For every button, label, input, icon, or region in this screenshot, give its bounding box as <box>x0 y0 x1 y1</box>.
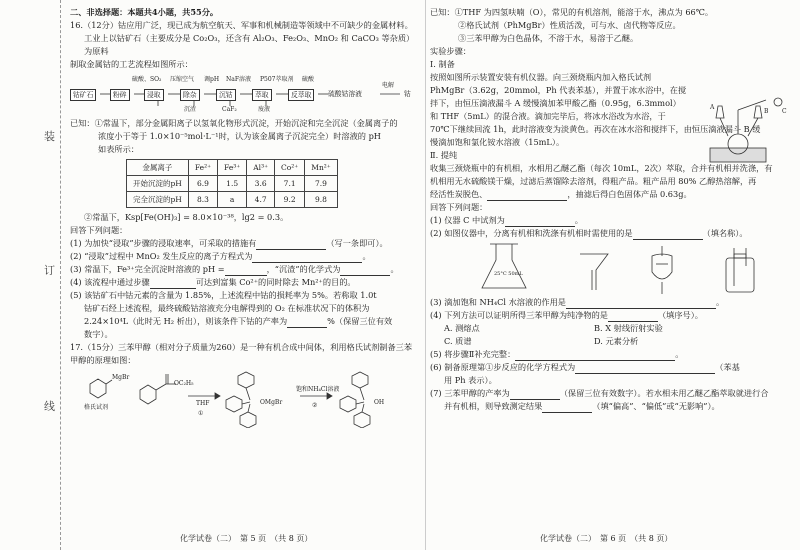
q-text: (2) 如图仪器中，分离有机相和洗涤有机相时需使用的是 <box>430 228 633 238</box>
rxn-nh4cl: 饱和NH₄Cl溶液 <box>296 386 340 393</box>
option-a[interactable]: A. 测熔点 <box>444 323 480 333</box>
table-header: Fe²⁺ <box>188 160 217 176</box>
step-1-line5: 70℃下继续回流 1h，此时溶液变为淡黄色。再次在冰水浴和搅拌下，由恒压滴液漏斗 B 缓 <box>430 124 761 134</box>
flow-label-sulfuric: 硫酸 <box>302 76 315 83</box>
benzene-ring-top <box>238 372 254 388</box>
answer-blank[interactable] <box>575 363 715 374</box>
rxn-ester: OC₂H₅ <box>174 380 194 387</box>
section-title: 二、非选择题：本题共4小题，共55分。 <box>70 7 219 17</box>
question-17-7b <box>430 400 790 413</box>
apparatus-label-b: B <box>764 108 769 115</box>
benzene-ring-grignard <box>90 379 106 398</box>
table-cell: 9.8 <box>305 192 337 208</box>
flow-label-p507: P507萃取剂 <box>260 76 294 83</box>
q-text: ，抽滤后得白色固体产品 0.63g。 <box>567 189 692 199</box>
question-16-3 <box>70 263 422 276</box>
water-bath <box>710 148 766 162</box>
answer-blank[interactable] <box>340 265 390 276</box>
answer-blank[interactable] <box>256 239 326 250</box>
q-text: 并有机相，则导致测定结果 <box>444 401 543 411</box>
q16-intro2: 工业上以钴矿石（主要成分是 Co₂O₃，还含有 Al₂O₃、Fe₂O₃、MnO₂ 和 CaCO₃ 等杂质）为原料 <box>84 33 415 56</box>
binding-glyph-zhuang: 装 <box>44 130 55 143</box>
steps-title: 实验步骤： <box>430 46 471 56</box>
q-text: (6) 制备原理第①步反应的化学方程式为 <box>430 362 576 372</box>
question-17-6b: 用 Ph 表示）。 <box>444 375 497 385</box>
known-2: ②常温下，Ksp[Fe(OH)₃] = 8.0×10⁻³⁸，lg2 = 0.3。 <box>84 212 289 222</box>
funnel-icon <box>580 254 608 290</box>
flow-label-electrolysis: 电解 <box>382 82 395 89</box>
flow-label-air: 压缩空气 <box>170 76 195 83</box>
flow-box-precip: 沉钴 <box>216 89 236 101</box>
question-16-5d: 数字）。 <box>84 329 113 339</box>
q-text: ，“沉渣”的化学式为 <box>266 264 341 274</box>
options-ab <box>430 322 790 335</box>
drying-tube-c <box>774 98 782 106</box>
known-1c: 如表所示： <box>98 144 139 154</box>
dropping-funnel-b <box>754 106 762 118</box>
step-2-line2: 机相用无水硫酸镁干燥，过滤后蒸馏除去溶剂，得粗产品。粗产品用 80% 乙醇热溶解，再 <box>430 176 757 186</box>
dropping-funnel-a <box>716 106 724 118</box>
benzene-ring-bottom <box>240 412 256 428</box>
gas-washing-bottle-icon <box>726 258 754 292</box>
q-text: (2) “浸取”过程中 MnO₂ 发生反应的离子方程式为 <box>70 251 253 261</box>
benzene-ring-left <box>226 396 242 412</box>
q-text: %（保留三位有效 <box>327 316 393 326</box>
answer-blank[interactable] <box>515 350 675 361</box>
binding-margin <box>0 0 60 550</box>
left-column <box>70 6 422 428</box>
option-d[interactable]: D. 元素分析 <box>594 336 639 346</box>
table-cell: 7.9 <box>305 176 337 192</box>
flow-label-naf: NaF溶液 <box>226 76 251 83</box>
known-1b: 浓度小于等于 1.0×10⁻⁵mol·L⁻¹时，认为该金属离子沉淀完全）时溶液的 pH <box>98 131 381 141</box>
flow-box-backextract: 反萃取 <box>288 89 314 101</box>
q-text: 。 <box>362 251 371 261</box>
separatory-funnel-icon <box>652 246 672 294</box>
answer-blank[interactable] <box>542 402 592 413</box>
column-divider <box>425 0 426 550</box>
q-text: (4) 下列方法可以证明所得三苯甲醇为纯净物的是 <box>430 310 608 320</box>
q-text: （填序号）。 <box>657 310 703 320</box>
rxn-thf: THF <box>196 400 210 407</box>
q-text: 经活性炭脱色、 <box>430 189 488 199</box>
question-16-2 <box>70 250 422 263</box>
reflux-apparatus <box>706 96 790 166</box>
known-triphenyl: ③三苯甲醇为白色晶体，不溶于水，易溶于乙醚。 <box>458 33 639 43</box>
answer-blank[interactable] <box>505 216 575 227</box>
flow-label-acid: 硫酸、SO₂ <box>132 76 162 83</box>
table-header: Fe³⁺ <box>218 160 247 176</box>
right-column <box>430 6 790 413</box>
flask-label: 25°C 50mL <box>494 271 523 277</box>
table-cell: a <box>218 192 247 208</box>
q-text: 。 <box>715 297 725 307</box>
q-text: (7) 三苯甲醇的产率为 <box>430 388 510 398</box>
answer-blank[interactable] <box>510 389 560 400</box>
answer-prompt: 回答下列问题： <box>70 225 128 235</box>
glassware-illustrations <box>430 240 790 296</box>
rxn-grignard: 格氏试剂 <box>84 404 109 411</box>
question-17: 17.（15分）三苯甲醇（相对分子质量为260）是一种有机合成中间体，利用格氏试剂制备三苯 <box>70 342 413 352</box>
answer-blank[interactable] <box>487 190 567 201</box>
benzene-ring-bottom-2 <box>354 412 370 428</box>
table-header: Mn²⁺ <box>305 160 337 176</box>
q16-intro3: 制取金属钴的工艺流程如图所示： <box>70 59 193 69</box>
q-text: （填“偏高”、“偏低”或“无影响”）。 <box>592 401 720 411</box>
step-1-line2: PhMgBr（3.62g，20mmol，Ph 代表苯基），并置于冰水浴中，在搅 <box>430 85 687 95</box>
answer-blank[interactable] <box>633 229 703 240</box>
rxn-step1: ① <box>198 410 204 417</box>
table-cell: 6.9 <box>188 176 217 192</box>
question-16-4 <box>70 276 422 289</box>
answer-blank[interactable] <box>566 298 716 309</box>
question-17-5 <box>430 348 790 361</box>
rxn-omgbr: OMgBr <box>260 399 283 406</box>
question-16-5: (5) 该钴矿石中钴元素的含量为 1.85%，上述流程中钴的损耗率为 5%。若称取 1.0t <box>70 290 377 300</box>
binding-line <box>60 0 61 550</box>
step-2-title: Ⅱ. 提纯 <box>430 150 458 160</box>
q-text: 。 <box>390 264 399 274</box>
q-text: 2.24×10⁴L（此时无 H₂ 析出），则该条件下钴的产率为 <box>84 316 288 326</box>
answer-blank[interactable] <box>608 311 658 322</box>
step-2-line3 <box>430 188 790 201</box>
option-b[interactable]: B. X 射线衍射实验 <box>594 323 663 333</box>
question-16-5c <box>70 315 422 328</box>
apparatus-label-a: A <box>710 104 715 111</box>
q-text: 。 <box>675 349 684 359</box>
apparatus-diagram <box>706 96 790 166</box>
table-cell: 9.2 <box>275 192 305 208</box>
flow-label-waste: 废液 <box>258 106 271 113</box>
known-grignard: ②格氏试剂（PhMgBr）性质活泼，可与水、卤代物等反应。 <box>458 20 681 30</box>
q-text: （写一条即可）。 <box>326 238 388 248</box>
binding-glyph-xian: 线 <box>44 400 55 413</box>
table-header-row <box>127 160 338 176</box>
flow-box-crush: 粉碎 <box>110 89 130 101</box>
answer-blank[interactable] <box>287 317 327 328</box>
step-2-line1: 收集三颈烧瓶中的有机相，水相用乙醚乙酯（每次 10mL，2次）萃取，合并有机相并洗涤，有 <box>430 163 773 173</box>
flow-label-caf2: CaF₂ <box>222 106 237 113</box>
q16-intro: 16.（12分）钴应用广泛，现已成为航空航天、军事和机械制造等领域中不可缺少的金属材料。 <box>70 20 413 30</box>
flow-label-ph: 调pH <box>204 76 220 83</box>
volumetric-flask-icon <box>482 244 526 288</box>
q-text: (1) 仪器 C 中试剂为 <box>430 215 505 225</box>
benzene-ring-ester <box>140 385 156 404</box>
q-text: 。 <box>574 215 583 225</box>
table-cell: 8.3 <box>188 192 217 208</box>
step-1-title: Ⅰ. 制备 <box>430 59 455 69</box>
binding-glyph-ding: 订 <box>44 264 55 277</box>
reaction-scheme <box>70 370 422 428</box>
table-row <box>127 176 338 192</box>
table-cell: 完全沉淀的pH <box>127 192 189 208</box>
question-17b: 甲醇的原理如图： <box>70 355 136 365</box>
glassware-row <box>430 240 790 296</box>
step-1-line6: 慢滴加饱和氯化铵水溶液（15mL）。 <box>430 137 565 147</box>
q-text: (3) 常温下，Fe³⁺完全沉淀时溶液的 pH = <box>70 264 225 274</box>
q-text: (5) 将步骤Ⅱ补充完整： <box>430 349 516 359</box>
rxn-step2: ② <box>312 402 318 409</box>
answer-blank[interactable] <box>252 252 362 263</box>
flow-box-ore: 钴矿石 <box>70 89 96 101</box>
q-text: (3) 滴加饱和 NH₄Cl 水溶液的作用是 <box>430 297 566 307</box>
q-text: (1) 为加快“浸取”步骤的浸取速率，可采取的措施有 <box>70 238 257 248</box>
table-header: Co²⁺ <box>275 160 305 176</box>
table-cell: 4.7 <box>247 192 275 208</box>
q-text: （苯基 <box>715 362 740 372</box>
q-text: （填名称）。 <box>702 228 748 238</box>
flow-box-leach: 浸取 <box>144 89 164 101</box>
flow-cobalt: 钴 <box>404 90 411 98</box>
flow-box-extract: 萃取 <box>252 89 272 101</box>
question-17-3 <box>430 296 790 309</box>
step-1-line1: 按照如图所示装置安装有机仪器。向三颈烧瓶内加入格氏试剂 <box>430 72 652 82</box>
question-17-1 <box>430 214 790 227</box>
question-17-4 <box>430 309 790 322</box>
flow-cobalt-sulfate: 硫酸钴溶液 <box>328 90 362 98</box>
rxn-oh: OH <box>374 399 385 406</box>
benzene-ring-top-2 <box>352 372 368 388</box>
question-16-1 <box>70 237 422 250</box>
flow-box-impurity: 除杂 <box>180 89 200 101</box>
ion-ph-table <box>126 159 338 208</box>
q-text: (4) 该流程中通过步骤 <box>70 277 150 287</box>
table-row <box>127 192 338 208</box>
table-cell: 1.5 <box>218 176 247 192</box>
answer-prompt-right: 回答下列问题： <box>430 202 488 212</box>
footer-page-6: 化学试卷（二） 第 6 页 （共 8 页） <box>540 534 673 543</box>
known-thf: 已知：①THF 为四氢呋喃（O），常见的有机溶剂，能溶于水，沸点为 66℃。 <box>430 7 714 17</box>
answer-blank[interactable] <box>225 265 267 276</box>
question-16-5b: 钴矿石经上述流程，最终硫酸钴溶液充分电解得到的 O₂ 在标准状况下的体积为 <box>84 303 370 313</box>
footer-page-5: 化学试卷（二） 第 5 页 （共 8 页） <box>180 534 313 543</box>
table-cell: 3.6 <box>247 176 275 192</box>
table-header: Al³⁺ <box>247 160 275 176</box>
table-cell: 开始沉淀的pH <box>127 176 189 192</box>
known-1: 已知：①常温下，部分金属阳离子以氢氧化物形式沉淀，开始沉淀和完全沉淀（金属离子的 <box>70 118 398 128</box>
rxn-mgbr: MgBr <box>112 374 130 381</box>
q-text: （保留三位有效数字）。若水相未用乙醚乙酯萃取就进行合 <box>559 388 769 398</box>
table-header: 金属离子 <box>127 160 189 176</box>
question-17-6 <box>430 361 790 374</box>
flow-label-residue: 沉渣 <box>184 106 197 113</box>
step-1-line4: 和 THF（5mL）的混合液。滴加完毕后，将冰水浴改为水浴，于 <box>430 111 666 121</box>
question-17-7 <box>430 387 790 400</box>
options-cd <box>430 335 790 348</box>
apparatus-label-c: C <box>782 108 787 115</box>
benzene-ring-left-2 <box>340 396 356 412</box>
option-c[interactable]: C. 质谱 <box>444 336 472 346</box>
table-cell: 7.1 <box>275 176 305 192</box>
process-flow <box>70 74 422 114</box>
question-17-2 <box>430 227 790 240</box>
answer-blank[interactable] <box>150 278 196 289</box>
step-1-line3: 拌下，由恒压滴液漏斗 A 缓慢滴加苯甲酸乙酯（0.95g，6.3mmol） <box>430 98 681 108</box>
q-text: 可达到富集 Co²⁺的同时除去 Mn²⁺的目的。 <box>195 277 356 287</box>
